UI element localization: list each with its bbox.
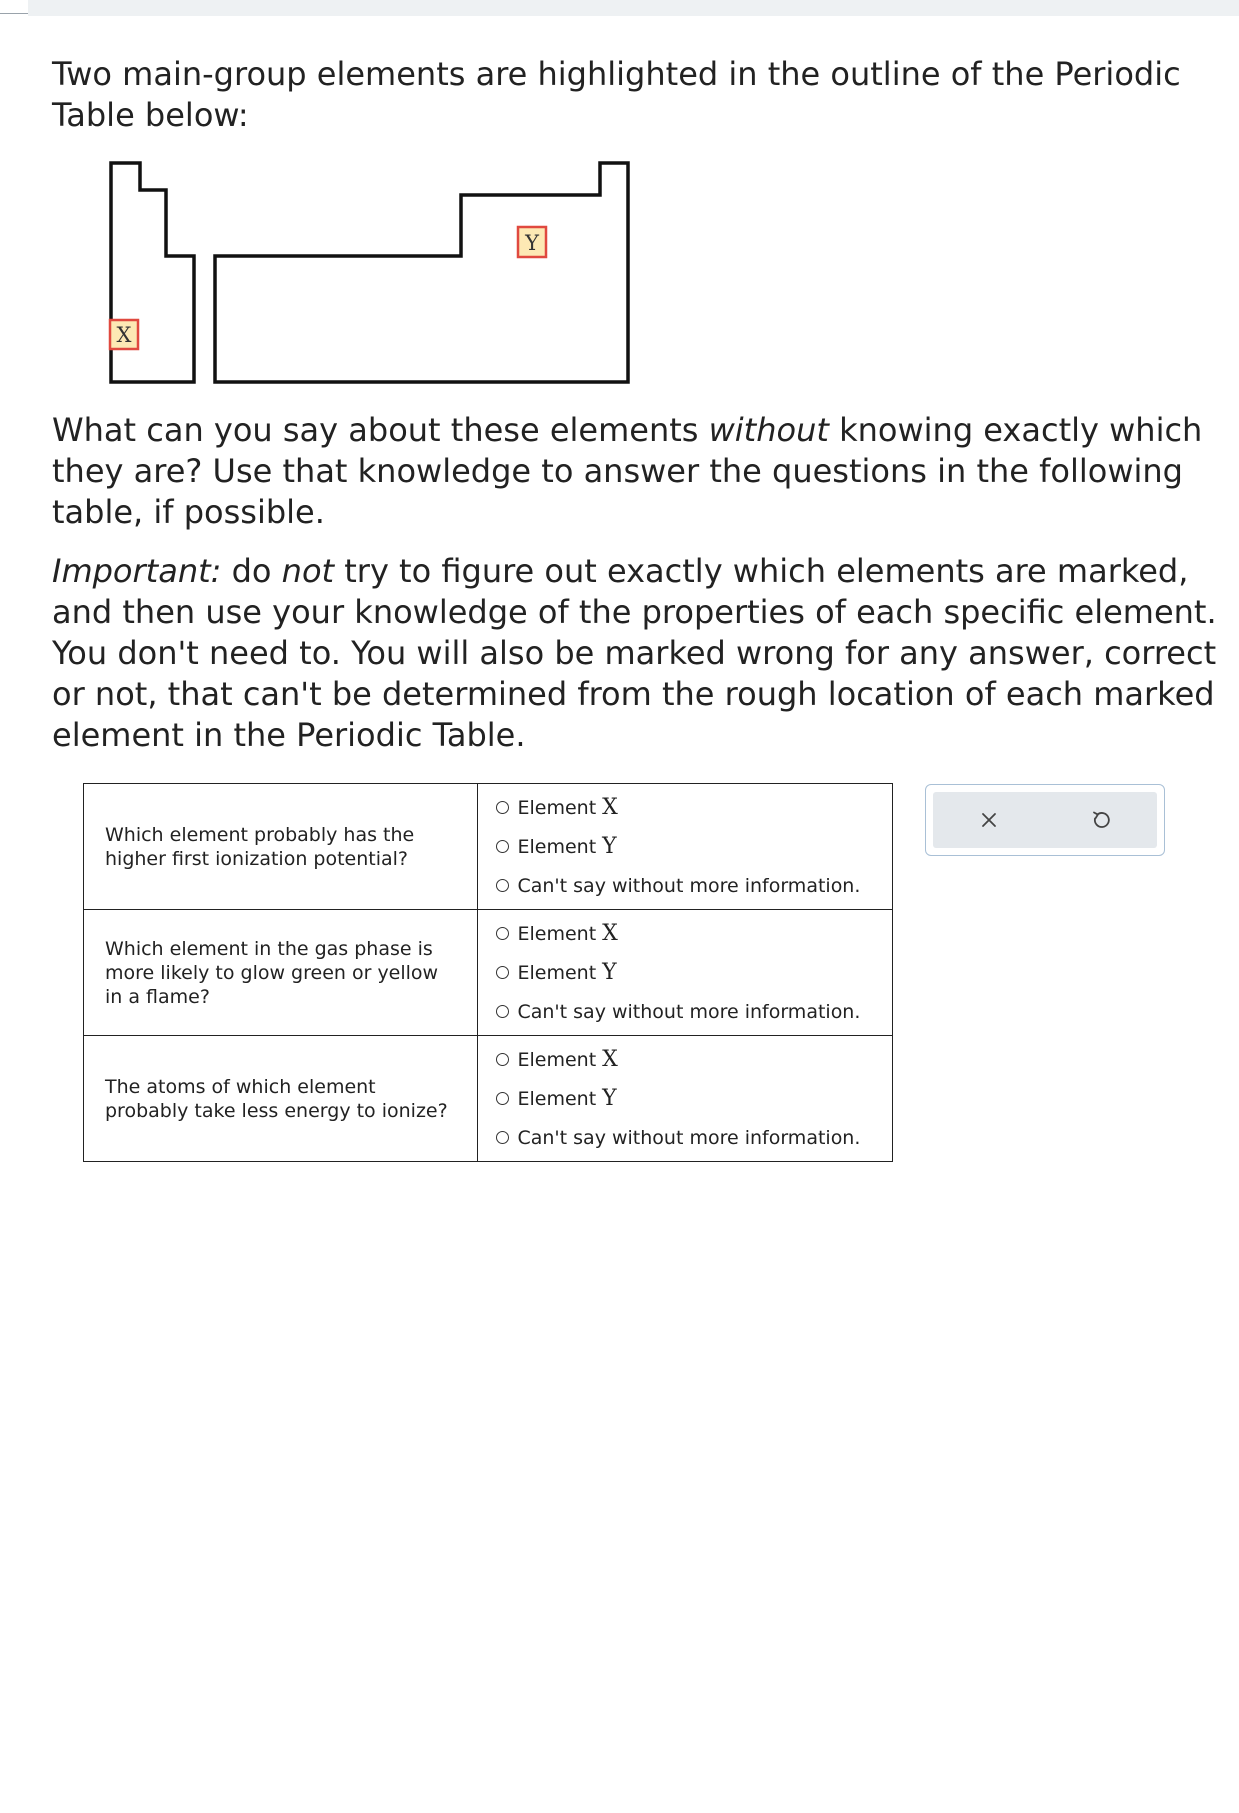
option-cant-say[interactable]: Can't say without more information.: [478, 1118, 892, 1157]
option-cant-say[interactable]: Can't say without more information.: [478, 992, 892, 1031]
table-row: [84, 784, 893, 910]
option-element-y[interactable]: Element Y: [478, 827, 892, 866]
radio-button[interactable]: [496, 1005, 509, 1018]
question-prompt: What can you say about these elements without knowing exactly which they are? Use that knowledge to answer the questions in the following table, if possible.: [52, 411, 1203, 531]
answer-options: [478, 1036, 893, 1162]
radio-button[interactable]: [496, 1053, 509, 1066]
undo-icon: [1090, 809, 1112, 831]
question-text: The atoms of which element probably take less energy to ionize?: [84, 1036, 478, 1162]
radio-button[interactable]: [496, 840, 509, 853]
question-text: Which element in the gas phase is more likely to glow green or yellow in a flame?: [84, 910, 478, 1036]
reset-button[interactable]: [1071, 800, 1131, 840]
answer-tools-panel: [925, 784, 1165, 856]
radio-button[interactable]: [496, 927, 509, 940]
pt-right-block: [215, 163, 628, 382]
table-row: [84, 1036, 893, 1162]
answer-options: [478, 910, 893, 1036]
radio-button[interactable]: [496, 1131, 509, 1144]
radio-button[interactable]: [496, 801, 509, 814]
option-cant-say[interactable]: Can't say without more information.: [478, 866, 892, 905]
clear-button[interactable]: [959, 800, 1019, 840]
answer-options: [478, 784, 893, 910]
radio-button[interactable]: [496, 879, 509, 892]
questions-table: [83, 783, 893, 1162]
intro-text: Two main-group elements are highlighted in the outline of the Periodic Table below:: [52, 55, 1181, 134]
element-x-box: [110, 320, 138, 349]
radio-button[interactable]: [496, 1092, 509, 1105]
element-y-label: Y: [525, 231, 539, 255]
radio-button[interactable]: [496, 966, 509, 979]
option-element-y[interactable]: Element Y: [478, 1079, 892, 1118]
option-element-y[interactable]: Element Y: [478, 953, 892, 992]
element-x-label: X: [116, 323, 132, 347]
table-row: [84, 910, 893, 1036]
important-note: Important: do not try to figure out exactly which elements are marked, and then use your knowledge of the properties of each specific element. You don't need to. You will also be marked wrong for any answer, correct or not, that can't be determined from the rough location of each marked element in the Periodic Table.: [52, 552, 1217, 754]
close-icon: [980, 811, 998, 829]
element-y-box: [518, 227, 546, 257]
option-element-x[interactable]: Element X: [478, 914, 892, 953]
option-element-x[interactable]: Element X: [478, 788, 892, 827]
option-element-x[interactable]: Element X: [478, 1040, 892, 1079]
question-text: Which element probably has the higher first ionization potential?: [84, 784, 478, 910]
periodic-table-outline: [0, 0, 1239, 400]
